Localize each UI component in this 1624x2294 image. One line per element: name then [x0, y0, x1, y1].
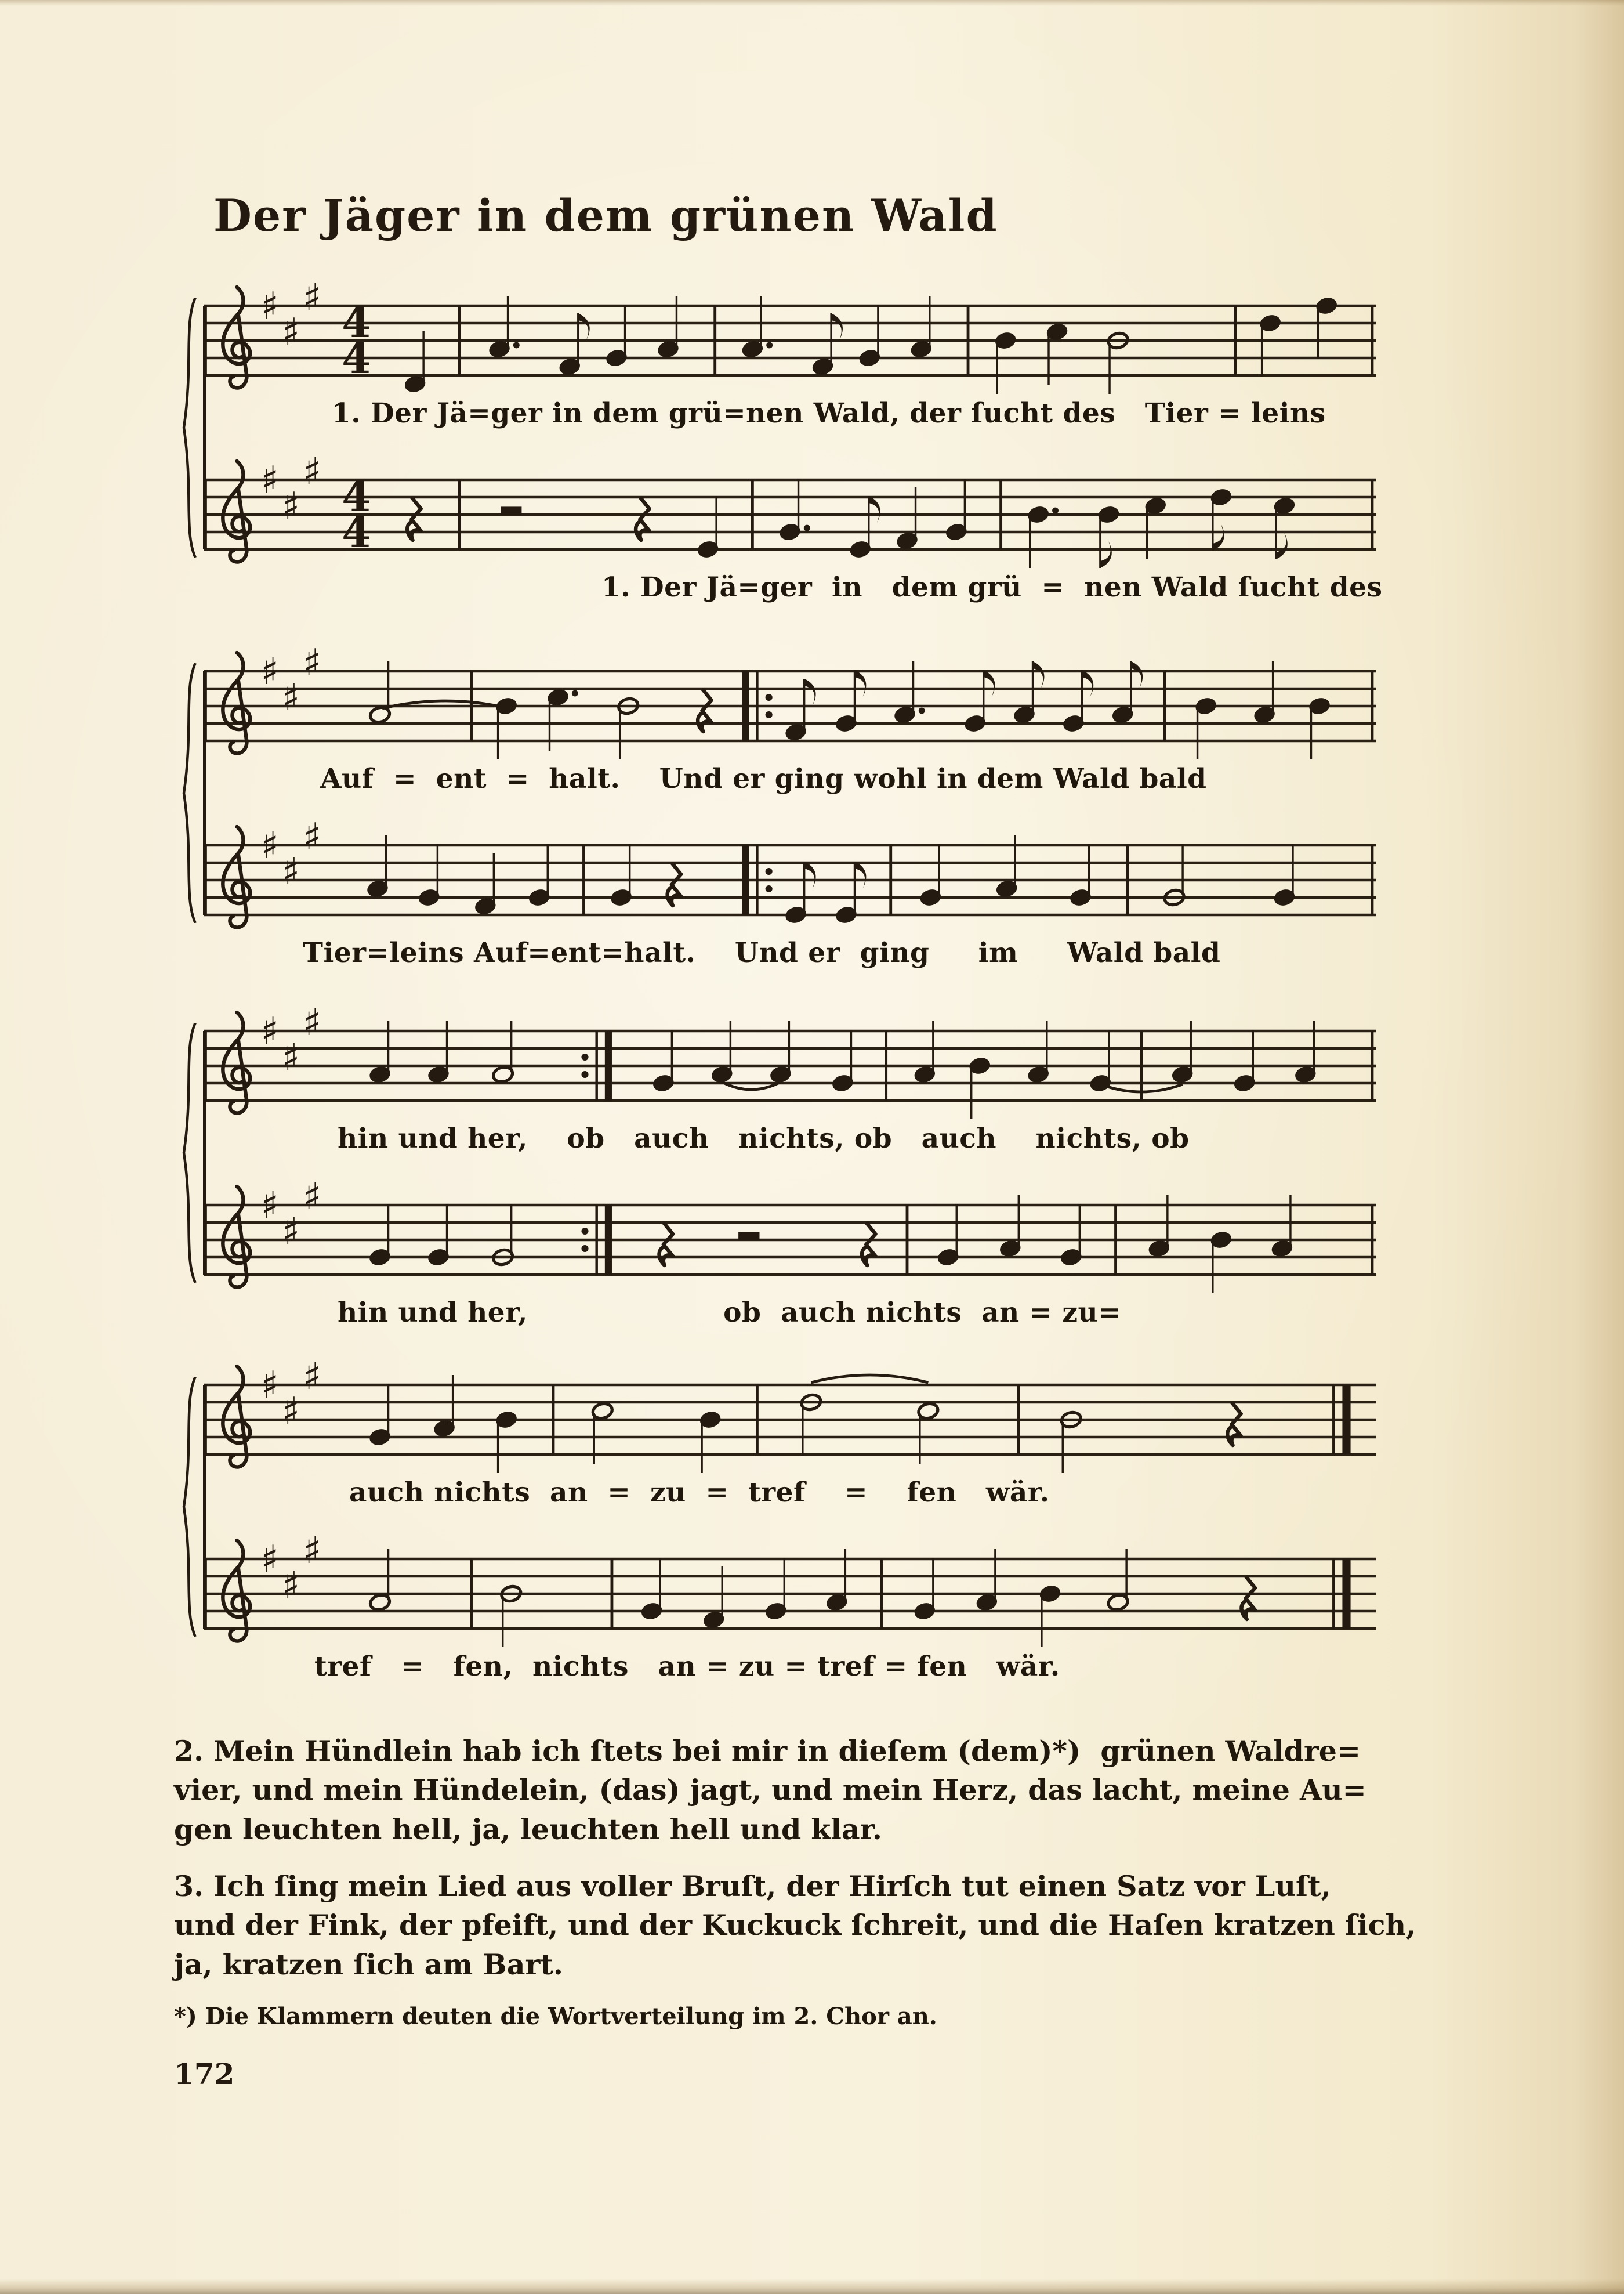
sharp-icon: ♯	[303, 641, 321, 685]
augmentation-dot	[1052, 507, 1058, 513]
quarter-rest	[1241, 1576, 1255, 1619]
sharp-icon: ♯	[303, 1529, 321, 1572]
repeat-dot	[766, 885, 773, 892]
verse-2	[174, 1732, 1508, 1850]
half-rest	[501, 506, 521, 515]
augmentation-dot	[513, 342, 520, 348]
time-signature: 4	[342, 334, 371, 383]
sharp-icon: ♯	[260, 284, 279, 328]
repeat-dot	[766, 868, 773, 875]
brace-svg	[179, 1377, 200, 1637]
lyric-line: hin und her, ob auch nichts an = zu=	[338, 1296, 1122, 1329]
lyric-line: hin und her, ob auch nichts, ob auch nichts, ob	[338, 1122, 1190, 1155]
treble-clef-icon	[223, 653, 250, 754]
lyric-line: 1. Der Jä=ger in dem grü=nen Wald, der ſucht des Tier = leins	[332, 397, 1326, 429]
sharp-icon: ♯	[303, 815, 321, 859]
treble-clef-icon	[223, 1366, 250, 1467]
brace-path	[184, 1377, 195, 1637]
treble-clef-icon	[223, 1012, 250, 1113]
sharp-icon: ♯	[281, 676, 300, 719]
sharp-icon: ♯	[303, 1355, 321, 1398]
brace-svg	[179, 663, 200, 923]
system-brace-icon	[179, 1377, 200, 1637]
lyric-line: Tier=leins Auf=ent=halt. Und er ging im Wald bald	[303, 936, 1221, 969]
music-score	[204, 271, 1383, 1691]
sharp-icon: ♯	[303, 1175, 321, 1218]
treble-clef-icon	[223, 287, 250, 388]
repeat-dot	[581, 1071, 588, 1078]
augmentation-dot	[919, 707, 925, 714]
brace-path	[184, 1023, 195, 1283]
repeat-dot	[766, 694, 773, 701]
page-title: Der Jäger in dem grünen Wald	[213, 189, 998, 241]
systemic-barline	[203, 1385, 206, 1629]
time-signature: 4	[342, 298, 371, 348]
augmentation-dot	[804, 524, 810, 531]
treble-clef-icon	[223, 1186, 250, 1287]
verse-2-line-1: 2. Mein Hündlein hab ich ſtets bei mir in dieſem (dem)*) grünen Waldre=	[174, 1734, 1361, 1768]
system-brace-icon	[179, 298, 200, 558]
eighth-flag	[855, 670, 867, 697]
sharp-icon: ♯	[260, 1009, 279, 1053]
quarter-rest	[636, 497, 649, 540]
music-system-2	[204, 636, 1376, 978]
brace-path	[184, 663, 195, 923]
sharp-icon: ♯	[303, 1001, 321, 1044]
verse-2-line-2: vier, und mein Hündelein, (das) jagt, und mein Herz, das lacht, meine Au=	[174, 1773, 1366, 1807]
time-signature: 4	[342, 472, 371, 522]
eighth-flag	[984, 670, 995, 697]
sharp-icon: ♯	[281, 1564, 300, 1607]
sharp-icon: ♯	[303, 276, 321, 319]
sharp-icon: ♯	[260, 650, 279, 693]
quarter-rest	[668, 863, 681, 906]
sharp-icon: ♯	[260, 1184, 279, 1227]
lyric-line: tref = fen, nichts an = zu = tref = fen wär.	[314, 1650, 1060, 1682]
eighth-flag	[804, 862, 816, 888]
lyric-line: 1. Der Jä=ger in dem grü = nen Wald ſucht des	[601, 571, 1383, 603]
repeat-dot	[581, 1245, 588, 1252]
treble-clef-icon	[223, 461, 250, 562]
verse-3-line-2: und der Fink, der pfeift, und der Kuckuck ſchreit, und die Haſen kratzen ſich,	[174, 1908, 1416, 1942]
sharp-icon: ♯	[281, 484, 300, 528]
augmentation-dot	[766, 342, 773, 348]
page-top-edge-shadow	[0, 0, 1624, 6]
music-system-3	[204, 996, 1376, 1337]
text-verses	[174, 1732, 1508, 2031]
eighth-flag	[831, 313, 843, 340]
slur	[811, 1375, 928, 1383]
sharp-icon: ♯	[260, 1363, 279, 1407]
systemic-barline	[203, 306, 206, 549]
lyric-line: Auf = ent = halt. Und er ging wohl in dem Wald bald	[320, 762, 1207, 795]
sharp-icon: ♯	[281, 1390, 300, 1433]
page-bottom-edge-shadow	[0, 2279, 1624, 2294]
repeat-dot	[581, 1228, 588, 1235]
eighth-flag	[869, 496, 880, 523]
verse-3-line-3: ja, kratzen ſich am Bart.	[174, 1947, 563, 1981]
half-rest	[738, 1232, 759, 1240]
systemic-barline	[203, 1031, 206, 1275]
augmentation-dot	[572, 690, 578, 696]
sharp-icon: ♯	[260, 1537, 279, 1581]
footnote: *) Die Klammern deuten die Wortverteilung im 2. Chor an.	[174, 2003, 937, 2031]
quarter-rest	[698, 689, 711, 732]
brace-svg	[179, 298, 200, 558]
treble-clef-icon	[223, 827, 250, 928]
eighth-flag	[1213, 524, 1224, 551]
quarter-rest	[1227, 1402, 1241, 1445]
system-brace-icon	[179, 663, 200, 923]
eighth-flag	[1033, 661, 1045, 688]
sharp-icon: ♯	[260, 824, 279, 867]
music-system-1	[204, 271, 1383, 612]
quarter-rest	[659, 1222, 673, 1265]
repeat-dot	[581, 1054, 588, 1061]
sharp-icon: ♯	[281, 1036, 300, 1079]
eighth-flag	[1082, 670, 1093, 697]
verse-2-line-3: gen leuchten hell, ja, leuchten hell und klar.	[174, 1812, 882, 1847]
lyric-line: auch nichts an = zu = tref = fen wär.	[349, 1476, 1050, 1508]
time-signature: 4	[342, 508, 371, 558]
eighth-flag	[1276, 533, 1288, 559]
verse-3-line-1: 3. Ich ſing mein Lied aus voller Bruſt, der Hirſch tut einen Satz vor Luſt,	[174, 1869, 1331, 1903]
eighth-flag	[1131, 661, 1143, 688]
sharp-icon: ♯	[303, 450, 321, 493]
eighth-flag	[855, 862, 867, 888]
repeat-dot	[766, 711, 773, 718]
eighth-flag	[1100, 541, 1112, 568]
sharp-icon: ♯	[281, 310, 300, 354]
page-number: 172	[174, 2057, 235, 2092]
quarter-rest	[862, 1222, 875, 1265]
quarter-rest	[407, 497, 420, 540]
brace-svg	[179, 1023, 200, 1283]
brace-path	[184, 298, 195, 558]
eighth-flag	[804, 679, 816, 705]
systemic-barline	[203, 671, 206, 915]
eighth-flag	[578, 313, 590, 340]
treble-clef-icon	[223, 1540, 250, 1641]
verse-3	[174, 1867, 1508, 1985]
sharp-icon: ♯	[281, 1210, 300, 1253]
sharp-icon: ♯	[260, 458, 279, 502]
music-system-4	[204, 1350, 1376, 1691]
sharp-icon: ♯	[281, 850, 300, 893]
system-brace-icon	[179, 1023, 200, 1283]
